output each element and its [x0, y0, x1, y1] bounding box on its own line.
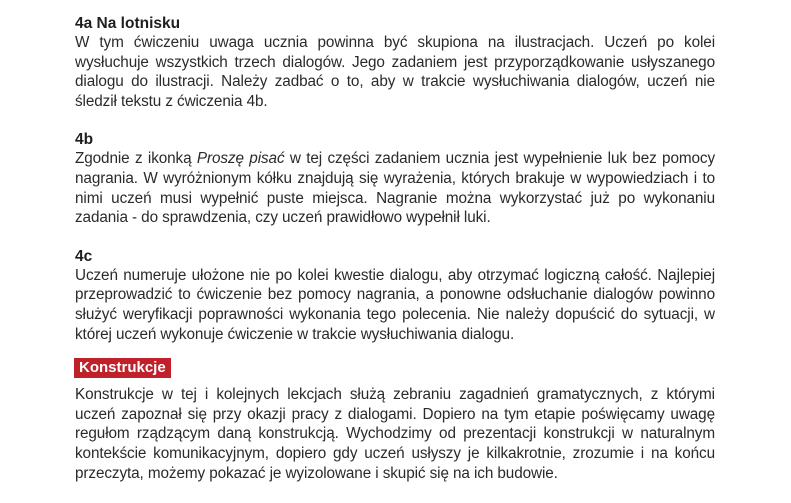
section-konstrukcje [75, 358, 715, 483]
section-heading: 4a Na lotnisku [75, 15, 181, 32]
konstrukcje-label: Konstrukcje [74, 358, 171, 378]
section-4b [75, 130, 715, 227]
section-body [75, 149, 715, 227]
body-text: w tej części zadaniem ucznia jest wypełnienie luk bez pomocy nagrania. W wyróżnionym kółku znajdują się wyrażenia, których brakuje w wypowiedziach i to nimi uczeń musi wypełnić puste miejsca. Nagranie można wykorzystać już po wykonaniu zadania - do sprawdzenia, czy uczeń prawidłowo wypełnił luki. [75, 150, 716, 227]
body-text: Zgodnie z ikonką [75, 150, 197, 168]
section-body: W tym ćwiczeniu uwaga ucznia powinna być skupiona na ilustracjach. Uczeń po kolei wysłuchuje wszystkich trzech dialogów. Jego zadaniem jest przyporządkowanie usłyszanego dialogu do ilustracji. Należy zadbać o to, aby w trakcie wysłuchiwania dialogów, uczeń nie śledził tekstu z ćwiczenia 4b. [75, 34, 715, 110]
section-body: Konstrukcje w tej i kolejnych lekcjach służą zebraniu zagadnień gramatycznych, z którymi uczeń zapoznał się przy okazji pracy z dialogami. Dopiero na tym etapie poświęcamy uwagę regułom rządzącym daną konstrukcją. Wychodzimy od prezentacji konstrukcji w naturalnym kontekście komunikacyjnym, dopiero gdy uczeń usłyszy je kilkakrotnie, zrozumie i na końcu przeczyta, możemy pokazać je wyizolowane i skupić się na ich budowie. [75, 386, 715, 482]
section-body: Uczeń numeruje ułożone nie po kolei kwestie dialogu, aby otrzymać logiczną całość. Najlepiej przeprowadzić to ćwiczenie bez pomocy nagrania, a ponowne odsłuchanie dialogów powinno służyć weryfikacji poprawności wykonania tego polecenia. Nie należy dopuścić do sytuacji, w której uczeń wykonuje ćwiczenie w trakcie wysłuchiwania dialogu. [75, 266, 715, 343]
section-heading: 4c [75, 247, 93, 265]
section-heading: 4b [75, 131, 94, 149]
section-4a [75, 14, 715, 111]
section-4c [75, 247, 715, 344]
document-page [75, 14, 715, 483]
icon-name-emphasis: Proszę pisać [196, 150, 285, 168]
